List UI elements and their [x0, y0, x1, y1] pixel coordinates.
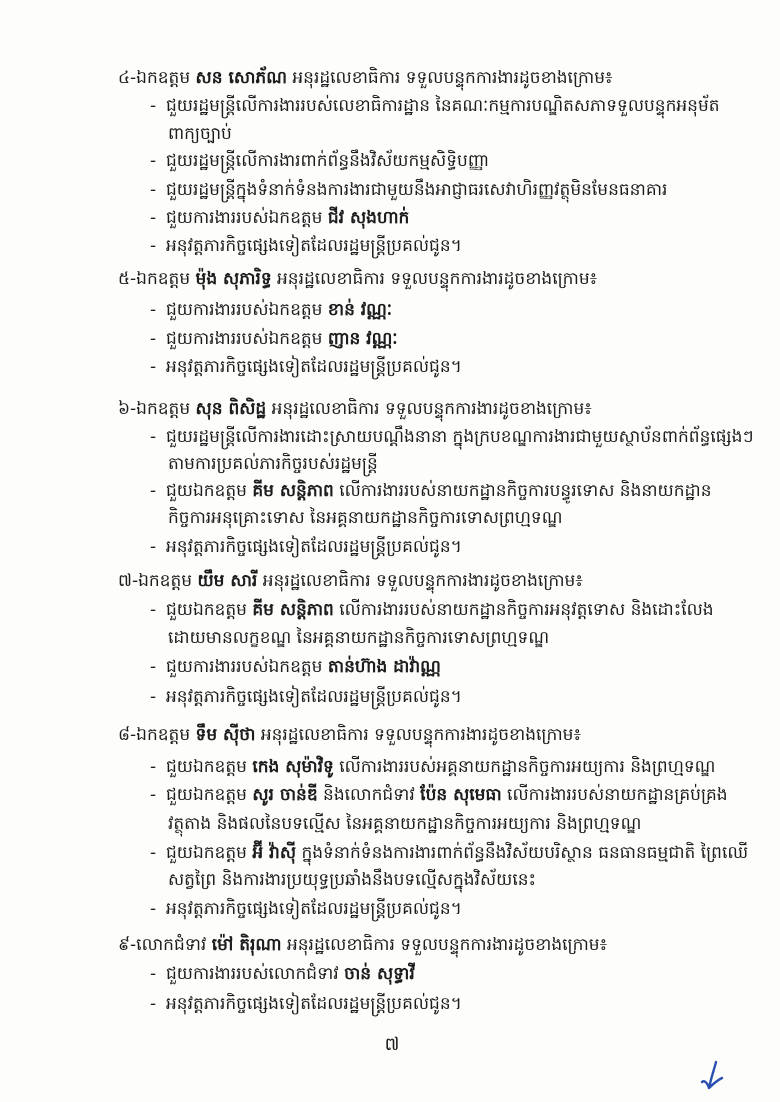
bullet-dash: -: [150, 687, 157, 707]
duty-item-continuation: កិច្ចការអនុគ្រោះទោស នៃអគ្គនាយកដ្ឋានកិច្ចការទោសព្រហ្មទណ្ឌ: [168, 508, 563, 528]
page-number: ៧: [384, 1034, 400, 1055]
bullet-dash: -: [150, 329, 157, 349]
bullet-dash: -: [150, 96, 157, 116]
section-label: ៦-ឯកឧត្តម: [118, 399, 191, 419]
section-heading: [118, 931, 758, 959]
duty-item: - អនុវត្តភារកិច្ចផ្សេងទៀតដែលរដ្ឋមន្ត្រីប្រគល់ជូន។: [150, 683, 762, 711]
assisted-official-name: កេង សុម៉ាវិទូ: [252, 757, 334, 777]
section-heading: [118, 721, 758, 749]
duty-item-continuation: ពាក្យច្បាប់: [168, 124, 232, 144]
official-name: យឹម សារី: [197, 571, 258, 591]
bullet-dash: -: [150, 180, 157, 200]
section-role: អនុរដ្ឋលេខាធិការ ទទួលបន្ទុកការងារដូចខាងក្រោម៖: [260, 725, 581, 745]
duty-item: - ជួយការងាររបស់ឯកឧត្តម ជីវ សុងហាក់: [150, 204, 762, 232]
assisted-official-name: ជីវ សុងហាក់: [327, 208, 410, 228]
duty-item: - អនុវត្តភារកិច្ចផ្សេងទៀតដែលរដ្ឋមន្ត្រីប្រគល់ជូន។: [150, 533, 762, 561]
bullet-dash: -: [150, 964, 157, 984]
assisted-official-name: ចាន់ សុទ្ធាវី: [344, 964, 415, 984]
bullet-dash: -: [150, 600, 157, 620]
duty-item-continuation: តាមការប្រគល់ភារកិច្ចរបស់រដ្ឋមន្ត្រី: [168, 454, 378, 474]
section-heading: [118, 265, 758, 293]
bullet-dash: -: [150, 537, 157, 557]
duty-item: - ជួយឯកឧត្តម កេង សុម៉ាវិទូ លើការងាររបស់អគ្គនាយកដ្ឋានកិច្ចការអយ្យការ និងព្រហ្មទណ្ឌ: [150, 753, 762, 781]
duty-item: - ជួយឯកឧត្តម គីម សន្តិភាព លើការងាររបស់នាយកដ្ឋានកិច្ចការអនុវត្តទោស និងដោះលែង: [150, 596, 762, 624]
duty-item: - ជួយរដ្ឋមន្ត្រីលើការងារពាក់ព័ន្ធនឹងវិស័យកម្មសិទ្ធិបញ្ញា: [150, 147, 762, 175]
assisted-official-name: អ៊ី វ៉ាស៊ី: [252, 843, 297, 863]
assisted-official-name: ខាន់ វណ្ណៈ: [327, 300, 393, 320]
assisted-official-name: គីម សន្តិភាព: [252, 600, 334, 620]
bullet-dash: -: [150, 236, 157, 256]
duty-item: - ជួយរដ្ឋមន្ត្រីលើការងារដោះស្រាយបណ្តឹងនានា ក្នុងក្របខណ្ឌការងារជាមួយស្ថាប័នពាក់ព័ន្ធផ្សេងៗ: [150, 423, 762, 451]
section-role: អនុរដ្ឋលេខាធិការ ទទួលបន្ទុកការងារដូចខាងក្រោម៖: [292, 68, 613, 88]
official-name: ម៉ៅ តិរុណា: [211, 935, 282, 955]
section-role: អនុរដ្ឋលេខាធិការ ទទួលបន្ទុកការងារដូចខាងក្រោម៖: [262, 571, 583, 591]
official-name: ម៉ុង សុភារិទ្ធ: [195, 269, 272, 289]
section-label: ៧-ឯកឧត្តម: [118, 571, 193, 591]
section-role: អនុរដ្ឋលេខាធិការ ទទួលបន្ទុកការងារដូចខាងក្រោម៖: [271, 399, 592, 419]
duty-item: - ជួយរដ្ឋមន្ត្រីលើការងាររបស់លេខាធិការដ្ឋាន នៃគណៈកម្មការបណ្ឌិតសភាទទួលបន្ទុកអនុម័ត: [150, 92, 762, 120]
section-role: អនុរដ្ឋលេខាធិការ ទទួលបន្ទុកការងារដូចខាងក្រោម៖: [277, 269, 598, 289]
bullet-dash: -: [150, 481, 157, 501]
duty-item: - ជួយការងាររបស់លោកជំទាវ ចាន់ សុទ្ធាវី: [150, 960, 762, 988]
bullet-dash: -: [150, 994, 157, 1014]
section-label: ៥-ឯកឧត្តម: [118, 269, 191, 289]
official-name: ទឹម ស៊ីថា: [195, 725, 256, 745]
duty-item: - ជួយឯកឧត្តម គីម សន្តិភាព លើការងាររបស់នាយកដ្ឋានកិច្ចការបន្ធូរទោស និងនាយកដ្ឋាន: [150, 477, 762, 505]
duty-item: - ជួយការងាររបស់ឯកឧត្តម តាន់ហ៊ាង ដាវ៉ាណ្ណ: [150, 653, 762, 681]
duty-item-continuation: វត្ថុតាង និងផលនៃបទល្មើស នៃអគ្គនាយកដ្ឋានកិច្ចការអយ្យការ និងព្រហ្មទណ្ឌ: [168, 814, 642, 834]
assisted-official-name: តាន់ហ៊ាង ដាវ៉ាណ្ណ: [327, 657, 441, 677]
duty-item: - ជួយការងាររបស់ឯកឧត្តម ញាន វណ្ណៈ: [150, 325, 762, 353]
assisted-official-name: សូរ ចាន់ឌី: [252, 785, 318, 805]
bullet-dash: -: [150, 657, 157, 677]
official-name: សុន ពិសិដ្ឋ: [195, 399, 267, 419]
handwritten-initial-mark: [694, 1056, 734, 1096]
section-label: ៨-ឯកឧត្តម: [118, 725, 191, 745]
assisted-official-name: គីម សន្តិភាព: [252, 481, 334, 501]
bullet-dash: -: [150, 757, 157, 777]
bullet-dash: -: [150, 208, 157, 228]
bullet-dash: -: [150, 300, 157, 320]
bullet-dash: -: [150, 427, 157, 447]
duty-item: - ជួយឯកឧត្តម សូរ ចាន់ឌី និងលោកជំទាវ ប៉ែន សុមេធា លើការងាររបស់នាយកដ្ឋានគ្រប់គ្រង: [150, 781, 762, 809]
section-heading: [118, 395, 758, 423]
section-label: ៤-ឯកឧត្តម: [118, 68, 191, 88]
bullet-dash: -: [150, 785, 157, 805]
duty-item-continuation: សត្វព្រៃ និងការងារប្រយុទ្ធប្រឆាំងនឹងបទល្មើសក្នុងវិស័យនេះ: [168, 870, 536, 890]
section-heading: [118, 567, 758, 595]
duty-item: - អនុវត្តភារកិច្ចផ្សេងទៀតដែលរដ្ឋមន្ត្រីប្រគល់ជូន។: [150, 990, 762, 1018]
section-label: ៩-លោកជំទាវ: [118, 935, 207, 955]
section-heading: [118, 64, 758, 92]
section-role: អនុរដ្ឋលេខាធិការ ទទួលបន្ទុកការងារដូចខាងក្រោម៖: [286, 935, 608, 955]
assisted-official-name: ញាន វណ្ណៈ: [327, 329, 398, 349]
duty-item: - ជួយរដ្ឋមន្ត្រីក្នុងទំនាក់ទំនងការងារជាមួយនឹងអាជ្ញាធរសេវាហិរញ្ញវត្ថុមិនមែនធនាគារ: [150, 176, 762, 204]
assisted-official-name: ប៉ែន សុមេធា: [420, 785, 502, 805]
duty-item: - ជួយឯកឧត្តម អ៊ី វ៉ាស៊ី ក្នុងទំនាក់ទំនងការងារពាក់ព័ន្ធនឹងវិស័យបរិស្ថាន ធនធានធម្មជាតិ ព្រៃឈើ: [150, 839, 762, 867]
duty-item: - អនុវត្តភារកិច្ចផ្សេងទៀតដែលរដ្ឋមន្ត្រីប្រគល់ជូន។: [150, 353, 762, 381]
bullet-dash: -: [150, 357, 157, 377]
bullet-dash: -: [150, 151, 157, 171]
duty-item-continuation: ដោយមានលក្ខខណ្ឌ នៃអគ្គនាយកដ្ឋានកិច្ចការទោសព្រហ្មទណ្ឌ: [168, 628, 550, 648]
duty-item: - អនុវត្តភារកិច្ចផ្សេងទៀតដែលរដ្ឋមន្ត្រីប្រគល់ជូន។: [150, 232, 762, 260]
duty-item: - ជួយការងាររបស់ឯកឧត្តម ខាន់ វណ្ណៈ: [150, 296, 762, 324]
bullet-dash: -: [150, 899, 157, 919]
duty-item: - អនុវត្តភារកិច្ចផ្សេងទៀតដែលរដ្ឋមន្ត្រីប្រគល់ជូន។: [150, 895, 762, 923]
bullet-dash: -: [150, 843, 157, 863]
official-name: សន សោភ័ណ: [195, 68, 287, 88]
